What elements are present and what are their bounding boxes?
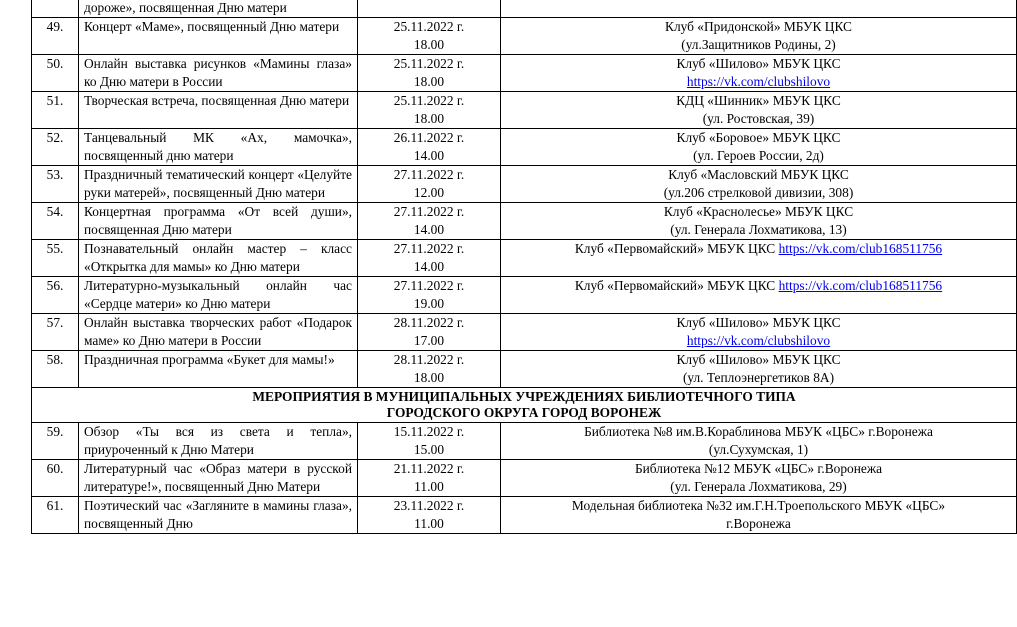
venue-name: Модельная библиотека №32 им.Г.Н.Троепольского МБУК «ЦБС» [571,498,946,513]
date-cell [358,0,501,18]
table-row [32,460,1017,497]
table-row [32,166,1017,203]
event-date: 26.11.2022 г. [393,130,465,145]
event-cell [79,129,358,166]
row-number: 52. [46,130,64,145]
row-number-cell [32,92,79,129]
event-date: 28.11.2022 г. [393,315,465,330]
date-cell [358,55,501,92]
date-cell [358,129,501,166]
event-time: 11.00 [414,479,444,494]
section-header [32,388,1017,423]
place-cell [501,497,1017,534]
row-number-cell [32,314,79,351]
event-cell [79,166,358,203]
event-cell [79,0,358,18]
event-cell [79,55,358,92]
row-number: 59. [46,424,64,439]
event-time: 12.00 [413,185,445,200]
venue-name: Клуб «Шилово» МБУК ЦКС [676,56,841,71]
event-title: дороже», посвященная Дню матери [84,0,287,15]
row-number: 49. [46,19,64,34]
event-title: Концертная программа «От всей души», посвященная Дню матери [84,204,352,237]
venue-name: Библиотека №8 им.В.Кораблинова МБУК «ЦБС» г.Воронежа [584,424,933,439]
row-number-cell [32,240,79,277]
event-time: 18.00 [413,37,445,52]
date-cell [358,277,501,314]
table-row [32,314,1017,351]
place-cell [501,55,1017,92]
event-cell [79,497,358,534]
row-number: 55. [46,241,64,256]
event-date: 21.11.2022 г. [393,461,465,476]
row-number-cell [32,18,79,55]
row-number: 53. [46,167,64,182]
place-cell [501,277,1017,314]
row-number-cell [32,497,79,534]
event-title: Праздничный тематический концерт «Целуйте руки матерей», посвященный Дню матери [84,167,352,200]
table-row [32,55,1017,92]
table-row [32,423,1017,460]
table-row [32,92,1017,129]
row-number-cell [32,423,79,460]
place-cell [501,0,1017,18]
venue-name: Библиотека №12 МБУК «ЦБС» г.Воронежа [634,461,883,476]
venue-name: Клуб «Придонской» МБУК ЦКС [665,19,852,34]
date-cell [358,497,501,534]
place-cell [501,92,1017,129]
date-cell [358,351,501,388]
venue-address: (ул. Генерала Лохматикова, 29) [670,479,847,494]
place-cell [501,240,1017,277]
date-cell [358,240,501,277]
venue-name: Клуб «Краснолесье» МБУК ЦКС [663,204,854,219]
event-date: 25.11.2022 г. [393,19,465,34]
venue-link[interactable]: https://vk.com/club168511756 [778,278,943,293]
event-cell [79,351,358,388]
venue-address: (ул. Генерала Лохматикова, 13) [670,222,847,237]
event-date: 27.11.2022 г. [393,278,465,293]
place-cell [501,460,1017,497]
event-date: 27.11.2022 г. [393,241,465,256]
event-time: 19.00 [413,296,445,311]
venue-name: Клуб «Боровое» МБУК ЦКС [676,130,841,145]
row-number-cell [32,277,79,314]
events-table [31,0,1017,534]
event-date: 28.11.2022 г. [393,352,465,367]
event-cell [79,203,358,240]
event-time: 18.00 [413,74,445,89]
row-number: 54. [46,204,64,219]
venue-link[interactable]: https://vk.com/clubshilovo [686,333,831,348]
event-title: Познавательный онлайн мастер – класс «Открытка для мамы» ко Дню матери [84,241,352,274]
event-time: 18.00 [413,370,445,385]
venue-name: Клуб «Шилово» МБУК ЦКС [676,352,841,367]
event-cell [79,18,358,55]
place-cell [501,18,1017,55]
table-row [32,351,1017,388]
event-time: 14.00 [413,222,445,237]
row-number: 58. [46,352,64,367]
event-title: Литературный час «Образ матери в русской литературе!», посвященный Дню Матери [84,461,352,494]
row-number-cell [32,460,79,497]
venue-address: (ул. Героев России, 2д) [693,148,824,163]
venue-address: (ул. Ростовская, 39) [702,111,815,126]
event-time: 17.00 [413,333,445,348]
event-title: Литературно-музыкальный онлайн час «Сердце матери» ко Дню матери [84,278,352,311]
event-title: Танцевальный МК «Ах, мамочка», посвященный дню матери [84,130,352,163]
event-time: 14.00 [413,148,445,163]
venue-name: Клуб «Масловский МБУК ЦКС [668,167,849,182]
table-row [32,0,1017,18]
date-cell [358,92,501,129]
table-row [32,240,1017,277]
event-cell [79,277,358,314]
event-title: Обзор «Ты вся из света и тепла», приуроченный к Дню Матери [84,424,352,457]
place-cell [501,203,1017,240]
row-number-cell [32,166,79,203]
place-cell [501,166,1017,203]
event-cell [79,460,358,497]
event-title: Онлайн выставка творческих работ «Подарок маме» ко Дню матери в России [84,315,352,348]
date-cell [358,460,501,497]
date-cell [358,18,501,55]
event-cell [79,423,358,460]
event-date: 27.11.2022 г. [393,167,465,182]
date-cell [358,203,501,240]
row-number: 50. [46,56,64,71]
row-number: 57. [46,315,64,330]
row-number-cell [32,55,79,92]
event-title: Онлайн выставка рисунков «Мамины глаза» ко Дню матери в России [84,56,352,89]
event-title: Праздничная программа «Букет для мамы!» [84,352,335,367]
table-row [32,129,1017,166]
section-header-line: ГОРОДСКОГО ОКРУГА ГОРОД ВОРОНЕЖ [386,405,662,420]
place-cell [501,351,1017,388]
place-cell [501,423,1017,460]
event-date: 25.11.2022 г. [393,56,465,71]
venue-name: Клуб «Первомайский» МБУК ЦКС [574,241,776,256]
place-cell [501,314,1017,351]
venue-address: г.Воронежа [726,516,791,531]
venue-link[interactable]: https://vk.com/clubshilovo [686,74,831,89]
row-number: 60. [46,461,64,476]
event-date: 23.11.2022 г. [393,498,465,513]
venue-name: КДЦ «Шинник» МБУК ЦКС [676,93,841,108]
event-date: 15.11.2022 г. [393,424,465,439]
table-row [32,277,1017,314]
event-title: Поэтический час «Загляните в мамины глаза», посвященный Дню [84,498,352,531]
row-number: 56. [46,278,64,293]
place-cell [501,129,1017,166]
date-cell [358,166,501,203]
event-cell [79,240,358,277]
event-time: 11.00 [414,516,444,531]
event-title: Концерт «Маме», посвященный Дню матери [84,19,340,34]
venue-name: Клуб «Шилово» МБУК ЦКС [676,315,841,330]
venue-address: (ул.206 стрелковой дивизии, 308) [663,185,854,200]
row-number-cell [32,0,79,18]
event-time: 18.00 [413,111,445,126]
event-title: Творческая встреча, посвященная Дню матери [84,93,350,108]
row-number-cell [32,129,79,166]
event-date: 27.11.2022 г. [393,204,465,219]
venue-address: (ул. Теплоэнергетиков 8А) [682,370,835,385]
event-time: 14.00 [413,259,445,274]
section-header-line: МЕРОПРИЯТИЯ В МУНИЦИПАЛЬНЫХ УЧРЕЖДЕНИЯХ БИБЛИОТЕЧНОГО ТИПА [252,389,796,404]
event-cell [79,92,358,129]
table-row [32,18,1017,55]
event-cell [79,314,358,351]
venue-link[interactable]: https://vk.com/club168511756 [778,241,943,256]
row-number: 61. [46,498,64,513]
date-cell [358,314,501,351]
event-time: 15.00 [413,442,445,457]
venue-address: (ул.Сухумская, 1) [708,442,809,457]
table-row [32,203,1017,240]
row-number-cell [32,203,79,240]
date-cell [358,423,501,460]
row-number-cell [32,351,79,388]
event-date: 25.11.2022 г. [393,93,465,108]
venue-address: (ул.Защитников Родины, 2) [681,37,836,52]
table-row [32,497,1017,534]
venue-name: Клуб «Первомайский» МБУК ЦКС [574,278,776,293]
row-number: 51. [46,93,64,108]
section-header-row [32,388,1017,423]
